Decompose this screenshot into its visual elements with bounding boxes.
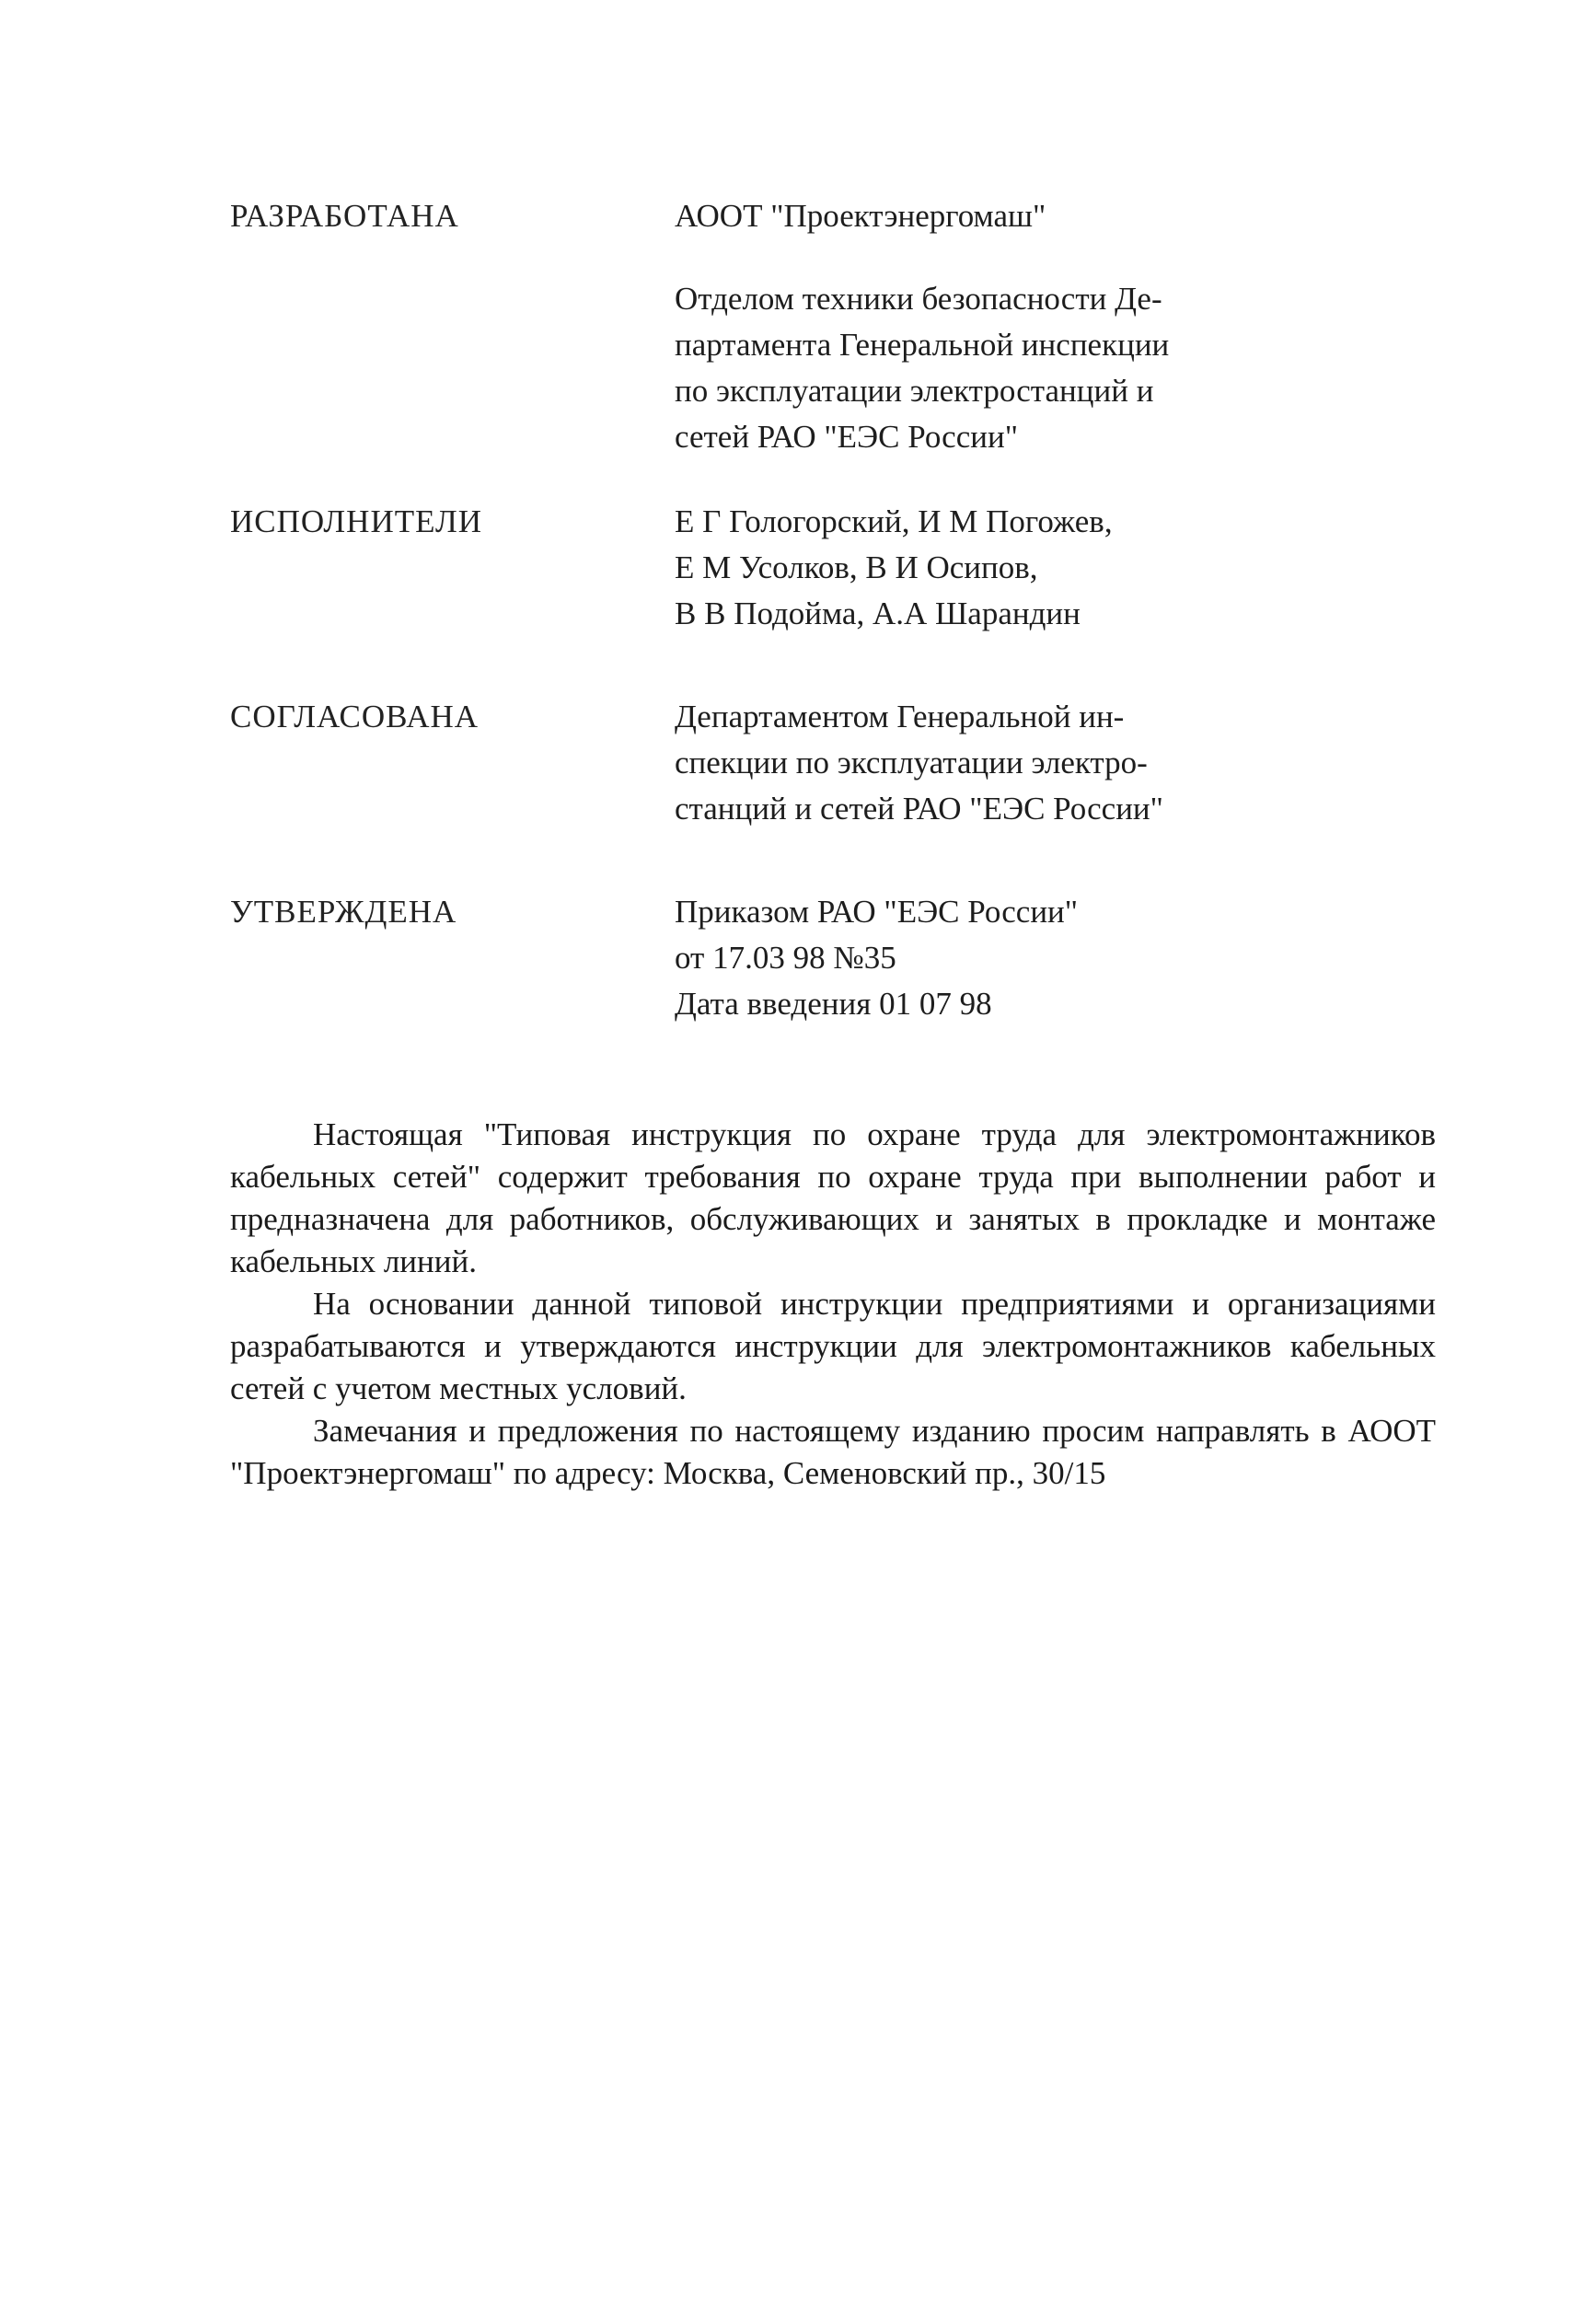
intro-paragraph: Замечания и предложения по настоящему изданию просим направлять в АООТ "Проектэнергомаш" по адресу: Москва, Семеновский пр., 30/15 xyxy=(230,1413,1436,1491)
developer-dept-line: сетей РАО "ЕЭС России" xyxy=(675,419,1019,455)
approved-line: от 17.03 98 №35 xyxy=(675,940,896,976)
credit-label-authors: ИСПОЛНИТЕЛИ xyxy=(230,503,483,539)
credit-values-authors xyxy=(675,499,1335,637)
credit-label-approved: УТВЕРЖДЕНА xyxy=(230,894,457,930)
credit-agreed xyxy=(230,694,1335,832)
agreed-line: спекции по эксплуатации электро- xyxy=(675,745,1148,780)
approved-line: Приказом РАО "ЕЭС России" xyxy=(675,894,1079,930)
credit-developed xyxy=(230,193,1335,460)
intro-text xyxy=(230,1114,1436,1495)
credit-values-approved xyxy=(675,889,1335,1027)
authors-line: Е М Усолков, В И Осипов, xyxy=(675,549,1038,585)
credit-label-agreed: СОГЛАСОВАНА xyxy=(230,699,480,734)
intro-paragraph: Настоящая "Типовая инструкция по охране труда для электромонтажников кабельных сетей" содержит требования по охране труда при выполнении работ и предназначена для работников, обслуживающих и занятых в прокладке и монтаже кабельных линий. xyxy=(230,1116,1436,1279)
developer-dept-line: по эксплуатации электростанций и xyxy=(675,373,1154,409)
intro-paragraph: На основании данной типовой инструкции предприятиями и организациями разрабатываются и утверждаются инструкции для электромонтажников кабельных сетей с учетом местных условий. xyxy=(230,1286,1436,1406)
authors-line: В В Подойма, А.А Шарандин xyxy=(675,595,1081,631)
developer-dept-line: Отделом техники безопасности Де- xyxy=(675,281,1162,317)
credit-authors xyxy=(230,499,1335,637)
developer-dept-line: партамента Генеральной инспекции xyxy=(675,327,1170,363)
credit-approved xyxy=(230,889,1335,1027)
developer-dept xyxy=(675,276,1335,460)
credit-values-developed xyxy=(675,193,1335,460)
approved-line: Дата введения 01 07 98 xyxy=(675,986,992,1022)
developer-org: АООТ "Проектэнергомаш" xyxy=(675,198,1046,234)
agreed-line: станций и сетей РАО "ЕЭС России" xyxy=(675,791,1163,827)
credits-block xyxy=(230,193,1335,1084)
authors-line: Е Г Гологорский, И М Погожев, xyxy=(675,503,1113,539)
credit-values-agreed xyxy=(675,694,1335,832)
credit-label-developed: РАЗРАБОТАНА xyxy=(230,198,459,234)
agreed-line: Департаментом Генеральной ин- xyxy=(675,699,1125,734)
